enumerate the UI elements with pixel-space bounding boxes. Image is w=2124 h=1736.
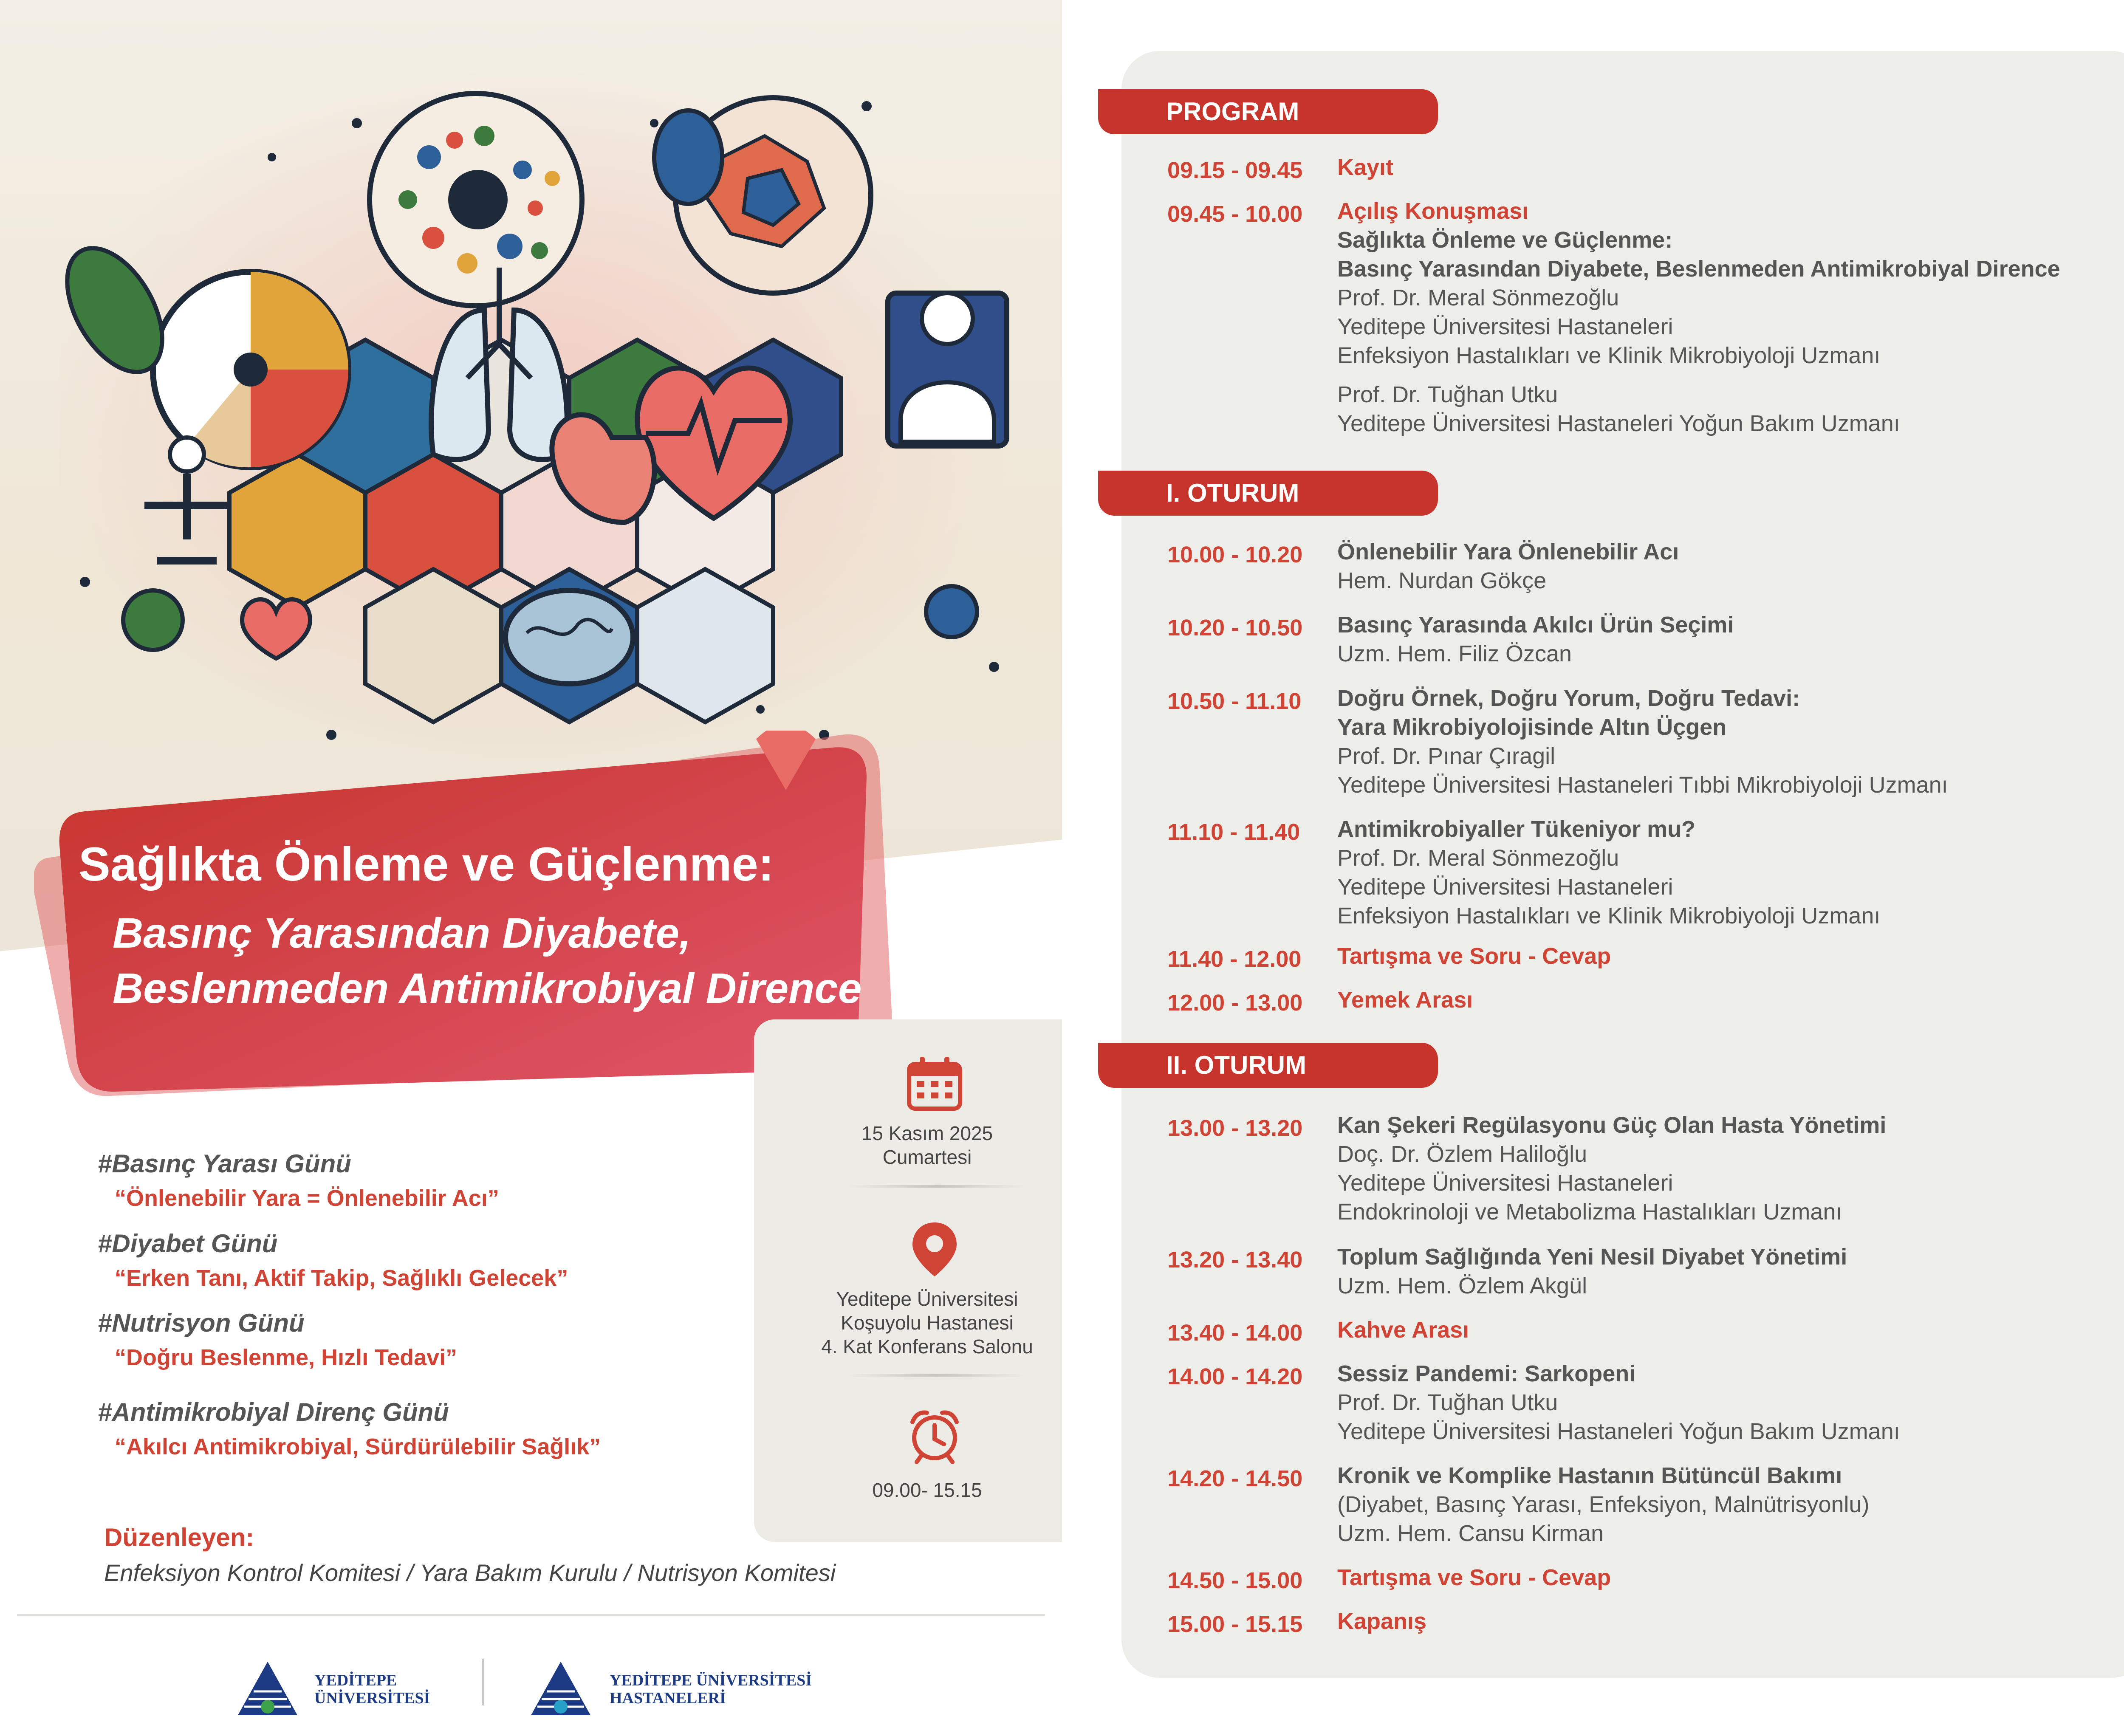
program-title: Kronik ve Komplike Hastanın Bütüncül Bakımı (1337, 1463, 1842, 1488)
logo2-line1: YEDİTEPE ÜNİVERSİTESİ (610, 1671, 812, 1689)
divider (847, 1374, 1026, 1377)
organizer-label: Düzenleyen: (104, 1523, 254, 1552)
program-time: 13.00 - 13.20 (1167, 1115, 1303, 1141)
poster-subtitle-line1: Basınç Yarasından Diyabete, (113, 909, 691, 957)
day-motto: “Erken Tanı, Aktif Takip, Sağlıklı Gelecek” (115, 1265, 568, 1291)
program-item (1337, 942, 1611, 971)
speaker-affiliation: Enfeksiyon Hastalıkları ve Klinik Mikrobiyoloji Uzmanı (1337, 343, 1881, 368)
program-time: 10.00 - 10.20 (1167, 542, 1303, 567)
program-time: 15.00 - 15.15 (1167, 1612, 1303, 1637)
program-title: Basınç Yarasında Akılcı Ürün Seçimi (1337, 612, 1734, 638)
subtitle-tail: e (838, 965, 862, 1012)
program-title: Kayıt (1337, 155, 1394, 180)
venue-line1: Yeditepe Üniversitesi (836, 1288, 1018, 1310)
program-subtitle: Basınç Yarasından Diyabete, Beslenmeden Antimikrobiyal Dirence (1337, 256, 2060, 282)
program-time: 10.50 - 11.10 (1167, 689, 1302, 714)
speaker-affiliation: Endokrinoloji ve Metabolizma Hastalıkları Uzmanı (1337, 1199, 1842, 1225)
speaker-affiliation: Yeditepe Üniversitesi Hastaneleri Yoğun Bakım Uzmanı (1337, 1419, 1900, 1444)
program-title: Tartışma ve Soru - Cevap (1337, 1565, 1611, 1590)
program-title: Tartışma ve Soru - Cevap (1337, 943, 1611, 969)
speaker-name: Doç. Dr. Özlem Haliloğlu (1337, 1141, 1587, 1167)
program-item (1337, 1111, 1886, 1226)
program-time: 12.00 - 13.00 (1167, 990, 1303, 1016)
event-time: 09.00- 15.15 (872, 1479, 982, 1501)
section-session1-label: I. OTURUM (1166, 479, 1299, 507)
divider (847, 1185, 1026, 1188)
program-note: (Diyabet, Basınç Yarası, Enfeksiyon, Malnütrisyonlu) (1337, 1492, 1870, 1517)
program-title: Önlenebilir Yara Önlenebilir Acı (1337, 539, 1679, 565)
program-item (1337, 153, 1393, 182)
program-time: 11.10 - 11.40 (1167, 819, 1300, 845)
program-title: Doğru Örnek, Doğru Yorum, Doğru Tedavi: (1337, 686, 1800, 711)
program-time: 14.20 - 14.50 (1167, 1466, 1303, 1491)
logo-divider (482, 1659, 484, 1705)
speaker-name: Uzm. Hem. Özlem Akgül (1337, 1273, 1587, 1298)
program-item (1337, 1315, 1469, 1344)
speaker-name: Prof. Dr. Meral Sönmezoğlu (1337, 285, 1619, 311)
medical-collage-illustration (59, 72, 1015, 777)
program-time: 13.20 - 13.40 (1167, 1247, 1303, 1273)
speaker-name: Uzm. Hem. Filiz Özcan (1337, 641, 1572, 666)
speaker-affiliation: Yeditepe Üniversitesi Hastaneleri Tıbbi Mikrobiyoloji Uzmanı (1337, 772, 1948, 798)
speaker-affiliation: Yeditepe Üniversitesi Hastaneleri Yoğun Bakım Uzmanı (1337, 411, 1900, 436)
day-motto: “Doğru Beslenme, Hızlı Tedavi” (115, 1345, 458, 1370)
day-motto: “Akılcı Antimikrobiyal, Sürdürülebilir Sağlık” (115, 1434, 601, 1459)
program-item (1337, 684, 1948, 799)
program-item (1337, 985, 1473, 1014)
yeditepe-university-logo-icon (236, 1657, 299, 1720)
program-title: Kan Şekeri Regülasyonu Güç Olan Hasta Yönetimi (1337, 1112, 1887, 1138)
program-item (1337, 197, 2060, 438)
day-tag: #Antimikrobiyal Direnç Günü (98, 1398, 449, 1426)
poster-title: Sağlıkta Önleme ve Güçlenme: (79, 838, 774, 891)
calendar-icon (905, 1053, 964, 1113)
program-title: Kapanış (1337, 1609, 1427, 1634)
program-item (1337, 1563, 1611, 1592)
event-date: 15 Kasım 2025 (861, 1122, 993, 1144)
logo2-line2: HASTANELERİ (610, 1689, 726, 1707)
program-title: Açılış Konuşması (1337, 198, 1529, 224)
program-subtitle: Yara Mikrobiyolojisinde Altın Üçgen (1337, 714, 1727, 740)
section-session2-label: II. OTURUM (1166, 1051, 1306, 1079)
speaker-name: Prof. Dr. Pınar Çıragil (1337, 743, 1556, 769)
day-tag: #Diyabet Günü (98, 1229, 278, 1258)
speaker-name: Uzm. Hem. Cansu Kirman (1337, 1521, 1604, 1546)
day-motto: “Önlenebilir Yara = Önlenebilir Acı” (115, 1186, 499, 1211)
program-title: Antimikrobiyaller Tükeniyor mu? (1337, 816, 1696, 842)
alarm-clock-icon (905, 1406, 964, 1465)
venue-line2: Koşuyolu Hastanesi (841, 1312, 1014, 1334)
program-time: 10.20 - 10.50 (1167, 615, 1303, 641)
program-item (1337, 815, 1880, 930)
program-item (1337, 610, 1734, 668)
speaker-name: Hem. Nurdan Gökçe (1337, 568, 1547, 593)
event-weekday: Cumartesi (882, 1146, 972, 1168)
program-title: Kahve Arası (1337, 1317, 1469, 1343)
program-time: 13.40 - 14.00 (1167, 1320, 1303, 1346)
speaker-name: Prof. Dr. Meral Sönmezoğlu (1337, 845, 1619, 871)
day-tag: #Basınç Yarası Günü (98, 1149, 351, 1178)
program-time: 14.00 - 14.20 (1167, 1364, 1303, 1389)
program-time: 14.50 - 15.00 (1167, 1568, 1303, 1593)
program-item (1337, 1242, 1847, 1300)
program-title: Sessiz Pandemi: Sarkopeni (1337, 1361, 1636, 1386)
speaker-affiliation: Yeditepe Üniversitesi Hastaneleri (1337, 314, 1673, 339)
speaker-affiliation: Yeditepe Üniversitesi Hastaneleri (1337, 1170, 1673, 1196)
section-program-label: PROGRAM (1166, 97, 1299, 126)
program-title: Toplum Sağlığında Yeni Nesil Diyabet Yönetimi (1337, 1244, 1847, 1270)
program-item (1337, 1607, 1426, 1636)
speaker-affiliation: Yeditepe Üniversitesi Hastaneleri (1337, 874, 1673, 900)
speaker-name: Prof. Dr. Tuğhan Utku (1337, 1390, 1558, 1415)
divider (17, 1614, 1045, 1616)
yeditepe-hospitals-logo-icon (529, 1657, 593, 1720)
logo1-line2: ÜNİVERSİTESİ (314, 1689, 430, 1707)
speaker-affiliation: Enfeksiyon Hastalıkları ve Klinik Mikrobiyoloji Uzmanı (1337, 903, 1881, 929)
speaker-name: Prof. Dr. Tuğhan Utku (1337, 382, 1558, 407)
location-pin-icon (905, 1219, 964, 1279)
program-time: 09.15 - 09.45 (1167, 158, 1303, 183)
program-item (1337, 1359, 1900, 1446)
poster-subtitle-line2: Beslenmeden Antimikrobiyal Dirence (113, 965, 862, 1012)
program-title: Yemek Arası (1337, 987, 1473, 1013)
program-subtitle: Sağlıkta Önleme ve Güçlenme: (1337, 227, 1673, 253)
program-item (1337, 1461, 1870, 1548)
program-time: 09.45 - 10.00 (1167, 201, 1303, 227)
day-tag: #Nutrisyon Günü (98, 1309, 305, 1337)
program-time: 11.40 - 12.00 (1167, 946, 1302, 972)
venue-line3: 4. Kat Konferans Salonu (821, 1335, 1033, 1358)
logo1-line1: YEDİTEPE (314, 1671, 397, 1689)
program-item (1337, 537, 1679, 595)
organizer-text: Enfeksiyon Kontrol Komitesi / Yara Bakım Kurulu / Nutrisyon Komitesi (104, 1559, 836, 1586)
